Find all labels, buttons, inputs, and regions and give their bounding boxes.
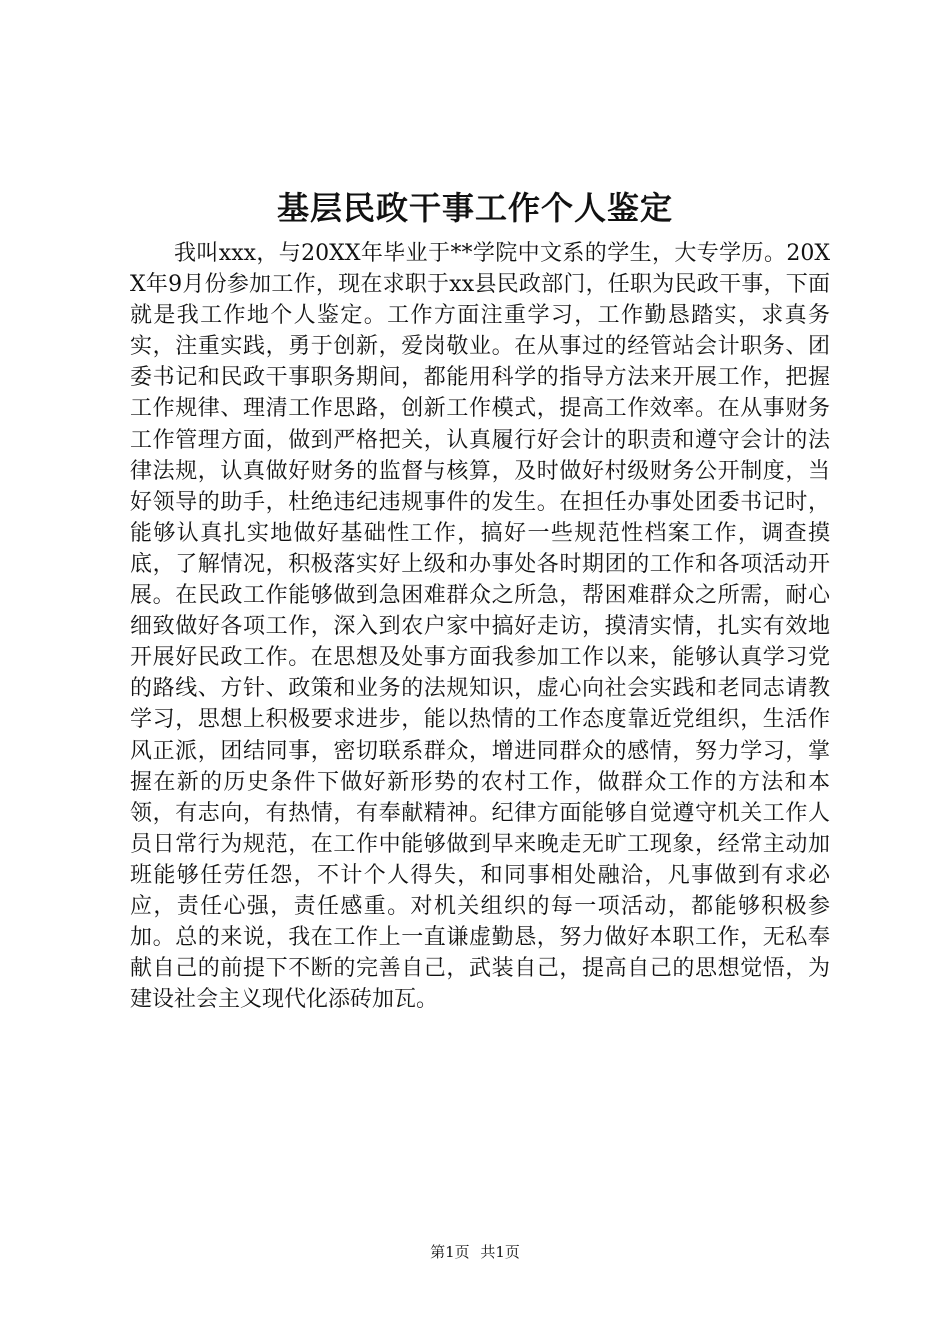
page-number-current: 第1页 bbox=[430, 1243, 470, 1261]
page-footer bbox=[0, 1242, 950, 1262]
document-title: 基层民政干事工作个人鉴定 bbox=[276, 189, 673, 227]
page-number-total: 共1页 bbox=[480, 1243, 520, 1261]
document-body-paragraph: 我叫xxx，与20XX年毕业于**学院中文系的学生，大专学历。20XX年9月份参加工作，现在求职于xx县民政部门，任职为民政干事，下面就是我工作地个人鉴定。工作方面注重学习，工作勤恳踏实，求真务实，注重实践，勇于创新，爱岗敬业。在从事过的经管站会计职务、团委书记和民政干事职务期间，都能用科学的指导方法来开展工作，把握工作规律、理清工作思路，创新工作模式，提高工作效率。在从事财务工作管理方面，做到严格把关，认真履行好会计的职责和遵守会计的法律法规，认真做好财务的监督与核算，及时做好村级财务公开制度，当好领导的助手，杜绝违纪违规事件的发生。在担任办事处团委书记时，能够认真扎实地做好基础性工作，搞好一些规范性档案工作，调查摸底，了解情况，积极落实好上级和办事处各时期团的工作和各项活动开展。在民政工作能够做到急困难群众之所急，帮困难群众之所需，耐心细致做好各项工作，深入到农户家中搞好走访，摸清实情，扎实有效地开展好民政工作。在思想及处事方面我参加工作以来，能够认真学习党的路线、方针、政策和业务的法规知识，虚心向社会实践和老同志请教学习，思想上积极要求进步，能以热情的工作态度靠近党组织，生活作风正派，团结同事，密切联系群众，增进同群众的感情，努力学习，掌握在新的历史条件下做好新形势的农村工作，做群众工作的方法和本领，有志向，有热情，有奉献精神。纪律方面能够自觉遵守机关工作人员日常行为规范，在工作中能够做到早来晚走无旷工现象，经常主动加班能够任劳任怨，不计个人得失，和同事相处融洽，凡事做到有求必应，责任心强，责任感重。对机关组织的每一项活动，都能够积极参加。总的来说，我在工作上一直谦虚勤恳，努力做好本职工作，无私奉献自己的前提下不断的完善自己，武装自己，提高自己的思想觉悟，为建设社会主义现代化添砖加瓦。 bbox=[130, 241, 830, 1013]
